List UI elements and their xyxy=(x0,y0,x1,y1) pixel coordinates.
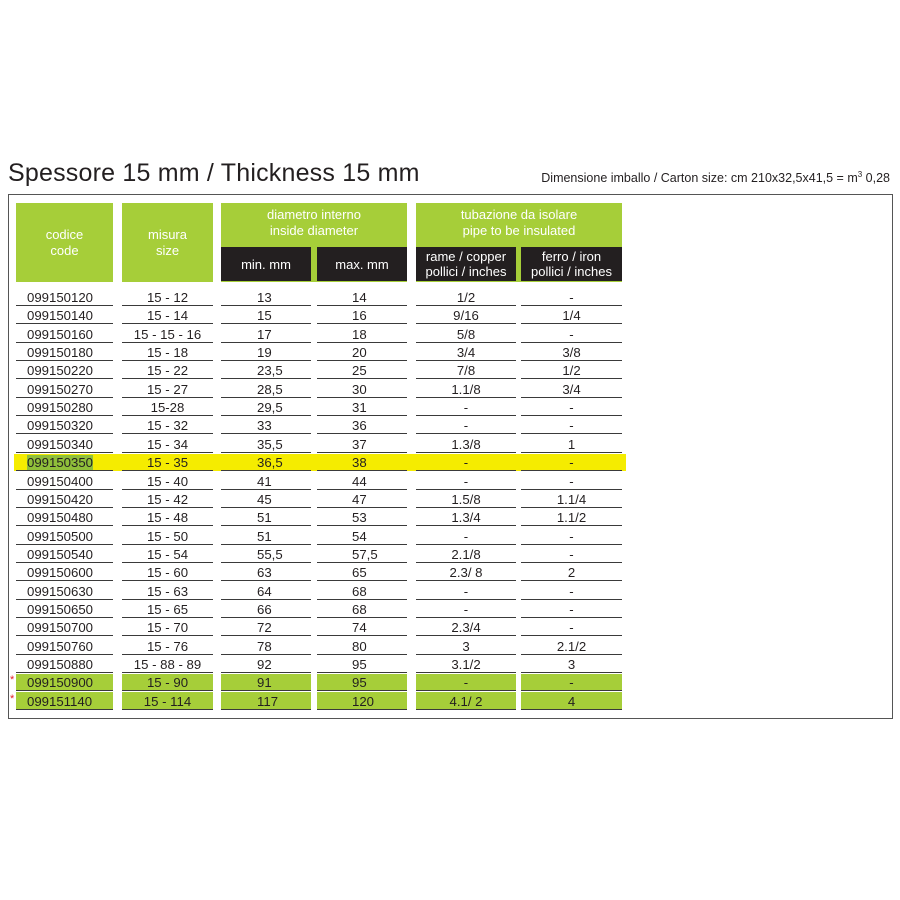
cell-min: 63 xyxy=(221,564,311,581)
cell-code: 099150400 xyxy=(16,473,113,490)
cell-size: 15 - 63 xyxy=(122,583,213,600)
cell-copper: 2.3/ 8 xyxy=(416,564,516,581)
carton-size-text: Dimensione imballo / Carton size: cm 210x32,5x41,5 = m xyxy=(541,171,858,185)
cell-code: 099150160 xyxy=(16,326,113,343)
cell-copper: - xyxy=(416,528,516,545)
cell-max: 20 xyxy=(317,344,407,361)
cell-size: 15-28 xyxy=(122,399,213,416)
cell-iron: - xyxy=(521,619,622,636)
cell-min: 15 xyxy=(221,307,311,324)
cell-iron: - xyxy=(521,399,622,416)
cell-size: 15 - 35 xyxy=(122,454,213,471)
cell-max: 18 xyxy=(317,326,407,343)
cell-max: 30 xyxy=(317,381,407,398)
cell-max: 36 xyxy=(317,417,407,434)
cell-min: 17 xyxy=(221,326,311,343)
carton-size-note xyxy=(541,170,890,186)
cell-code: 099151140 xyxy=(16,693,113,710)
cell-size: 15 - 114 xyxy=(122,693,213,710)
new-item-star: * xyxy=(10,674,15,687)
cell-copper: - xyxy=(416,417,516,434)
cell-iron: - xyxy=(521,583,622,600)
cell-copper: 1/2 xyxy=(416,289,516,306)
header-diametro-it: diametro interno xyxy=(267,207,361,222)
cell-iron: 3 xyxy=(521,656,622,673)
cell-size: 15 - 90 xyxy=(122,674,213,691)
cell-min: 117 xyxy=(221,693,311,710)
cell-size: 15 - 27 xyxy=(122,381,213,398)
cell-max: 14 xyxy=(317,289,407,306)
cell-min: 35,5 xyxy=(221,436,311,453)
cell-iron: - xyxy=(521,326,622,343)
cell-iron: 3/4 xyxy=(521,381,622,398)
header-diametro xyxy=(221,203,407,243)
cell-min: 91 xyxy=(221,674,311,691)
cell-min: 33 xyxy=(221,417,311,434)
cell-min: 64 xyxy=(221,583,311,600)
cell-max: 31 xyxy=(317,399,407,416)
cell-code: 099150900 xyxy=(16,674,113,691)
cell-max: 25 xyxy=(317,362,407,379)
cell-max: 120 xyxy=(317,693,407,710)
cell-max: 68 xyxy=(317,583,407,600)
cell-iron: 1/2 xyxy=(521,362,622,379)
cell-code: 099150540 xyxy=(16,546,113,563)
cell-code: 099150500 xyxy=(16,528,113,545)
cell-min: 13 xyxy=(221,289,311,306)
cell-copper: 3.1/2 xyxy=(416,656,516,673)
cell-min: 41 xyxy=(221,473,311,490)
cell-size: 15 - 22 xyxy=(122,362,213,379)
cell-iron: 2.1/2 xyxy=(521,638,622,655)
cell-copper: - xyxy=(416,454,516,471)
cell-copper: - xyxy=(416,399,516,416)
cell-max: 80 xyxy=(317,638,407,655)
cell-code: 099150760 xyxy=(16,638,113,655)
cell-copper: 2.3/4 xyxy=(416,619,516,636)
cell-code: 099150220 xyxy=(16,362,113,379)
cell-iron: 1.1/4 xyxy=(521,491,622,508)
cell-min: 28,5 xyxy=(221,381,311,398)
cell-code: 099150340 xyxy=(16,436,113,453)
cell-copper: 2.1/8 xyxy=(416,546,516,563)
cell-copper: - xyxy=(416,473,516,490)
cell-copper: 3 xyxy=(416,638,516,655)
cell-size: 15 - 14 xyxy=(122,307,213,324)
cell-max: 74 xyxy=(317,619,407,636)
cell-iron: 1/4 xyxy=(521,307,622,324)
cell-copper: 4.1/ 2 xyxy=(416,693,516,710)
cell-copper: 5/8 xyxy=(416,326,516,343)
cell-size: 15 - 18 xyxy=(122,344,213,361)
cell-size: 15 - 34 xyxy=(122,436,213,453)
header-misura-it: misura xyxy=(147,226,187,242)
cell-min: 66 xyxy=(221,601,311,618)
header-misura xyxy=(122,203,213,282)
cell-max: 44 xyxy=(317,473,407,490)
cell-code: 099150700 xyxy=(16,619,113,636)
cell-size: 15 - 48 xyxy=(122,509,213,526)
header-codice-it: codice xyxy=(45,226,84,242)
cell-min: 29,5 xyxy=(221,399,311,416)
cell-min: 92 xyxy=(221,656,311,673)
carton-size-exponent: 3 xyxy=(857,169,863,179)
cell-code: 099150120 xyxy=(16,289,113,306)
header-min-label: min. mm xyxy=(241,256,291,272)
cell-iron: - xyxy=(521,546,622,563)
cell-code: 099150600 xyxy=(16,564,113,581)
cell-code: 099150480 xyxy=(16,509,113,526)
cell-size: 15 - 70 xyxy=(122,619,213,636)
header-diametro-en: inside diameter xyxy=(269,223,359,238)
header-copper xyxy=(416,247,516,281)
cell-iron: - xyxy=(521,417,622,434)
cell-iron: 2 xyxy=(521,564,622,581)
cell-size: 15 - 88 - 89 xyxy=(122,656,213,673)
header-max xyxy=(317,247,407,281)
cell-min: 23,5 xyxy=(221,362,311,379)
header-iron-line2: pollici / inches xyxy=(531,264,612,279)
cell-max: 65 xyxy=(317,564,407,581)
header-copper-line1: rame / copper xyxy=(425,249,507,264)
cell-max: 16 xyxy=(317,307,407,324)
cell-copper: - xyxy=(416,601,516,618)
cell-copper: 1.3/4 xyxy=(416,509,516,526)
page-title: Spessore 15 mm / Thickness 15 mm xyxy=(8,159,420,187)
cell-code: 099150140 xyxy=(16,307,113,324)
cell-iron: - xyxy=(521,528,622,545)
cell-size: 15 - 50 xyxy=(122,528,213,545)
header-iron xyxy=(521,247,622,281)
cell-copper: 1.5/8 xyxy=(416,491,516,508)
cell-min: 19 xyxy=(221,344,311,361)
cell-size: 15 - 15 - 16 xyxy=(122,326,213,343)
cell-code: 099150420 xyxy=(16,491,113,508)
cell-code: 099150280 xyxy=(16,399,113,416)
cell-size: 15 - 76 xyxy=(122,638,213,655)
cell-code: 099150630 xyxy=(16,583,113,600)
cell-code: 099150270 xyxy=(16,381,113,398)
cell-code: 099150880 xyxy=(16,656,113,673)
cell-max: 53 xyxy=(317,509,407,526)
cell-size: 15 - 42 xyxy=(122,491,213,508)
cell-max: 47 xyxy=(317,491,407,508)
cell-iron: - xyxy=(521,454,622,471)
header-copper-line2: pollici / inches xyxy=(425,264,507,279)
cell-min: 45 xyxy=(221,491,311,508)
cell-iron: 4 xyxy=(521,693,622,710)
cell-copper: 7/8 xyxy=(416,362,516,379)
cell-copper: - xyxy=(416,674,516,691)
cell-copper: 9/16 xyxy=(416,307,516,324)
cell-code: 099150350 xyxy=(16,454,113,471)
cell-code: 099150650 xyxy=(16,601,113,618)
cell-max: 54 xyxy=(317,528,407,545)
cell-iron: 3/8 xyxy=(521,344,622,361)
cell-max: 95 xyxy=(317,656,407,673)
cell-min: 36,5 xyxy=(221,454,311,471)
cell-min: 72 xyxy=(221,619,311,636)
cell-size: 15 - 12 xyxy=(122,289,213,306)
cell-min: 55,5 xyxy=(221,546,311,563)
cell-min: 51 xyxy=(221,528,311,545)
cell-iron: - xyxy=(521,601,622,618)
cell-iron: - xyxy=(521,674,622,691)
cell-code: 099150180 xyxy=(16,344,113,361)
cell-iron: - xyxy=(521,473,622,490)
cell-size: 15 - 54 xyxy=(122,546,213,563)
cell-iron: 1.1/2 xyxy=(521,509,622,526)
cell-copper: 1.3/8 xyxy=(416,436,516,453)
cell-min: 51 xyxy=(221,509,311,526)
cell-code: 099150320 xyxy=(16,417,113,434)
cell-min: 78 xyxy=(221,638,311,655)
header-codice-en: code xyxy=(50,242,79,258)
cell-max: 57,5 xyxy=(317,546,407,563)
new-item-star: * xyxy=(10,692,15,705)
header-tubazione-it: tubazione da isolare xyxy=(460,207,578,222)
cell-max: 38 xyxy=(317,454,407,471)
header-codice xyxy=(16,203,113,282)
header-max-label: max. mm xyxy=(335,256,389,272)
cell-copper: 1.1/8 xyxy=(416,381,516,398)
cell-size: 15 - 40 xyxy=(122,473,213,490)
header-tubazione-en: pipe to be insulated xyxy=(462,223,576,238)
header-min xyxy=(221,247,311,281)
cell-max: 68 xyxy=(317,601,407,618)
cell-max: 37 xyxy=(317,436,407,453)
cell-size: 15 - 32 xyxy=(122,417,213,434)
cell-size: 15 - 60 xyxy=(122,564,213,581)
cell-copper: 3/4 xyxy=(416,344,516,361)
header-iron-line1: ferro / iron xyxy=(541,249,602,264)
cell-max: 95 xyxy=(317,674,407,691)
cell-iron: - xyxy=(521,289,622,306)
cell-iron: 1 xyxy=(521,436,622,453)
cell-copper: - xyxy=(416,583,516,600)
header-tubazione xyxy=(416,203,622,243)
carton-size-value: 0,28 xyxy=(862,171,890,185)
cell-size: 15 - 65 xyxy=(122,601,213,618)
header-misura-en: size xyxy=(155,242,180,258)
